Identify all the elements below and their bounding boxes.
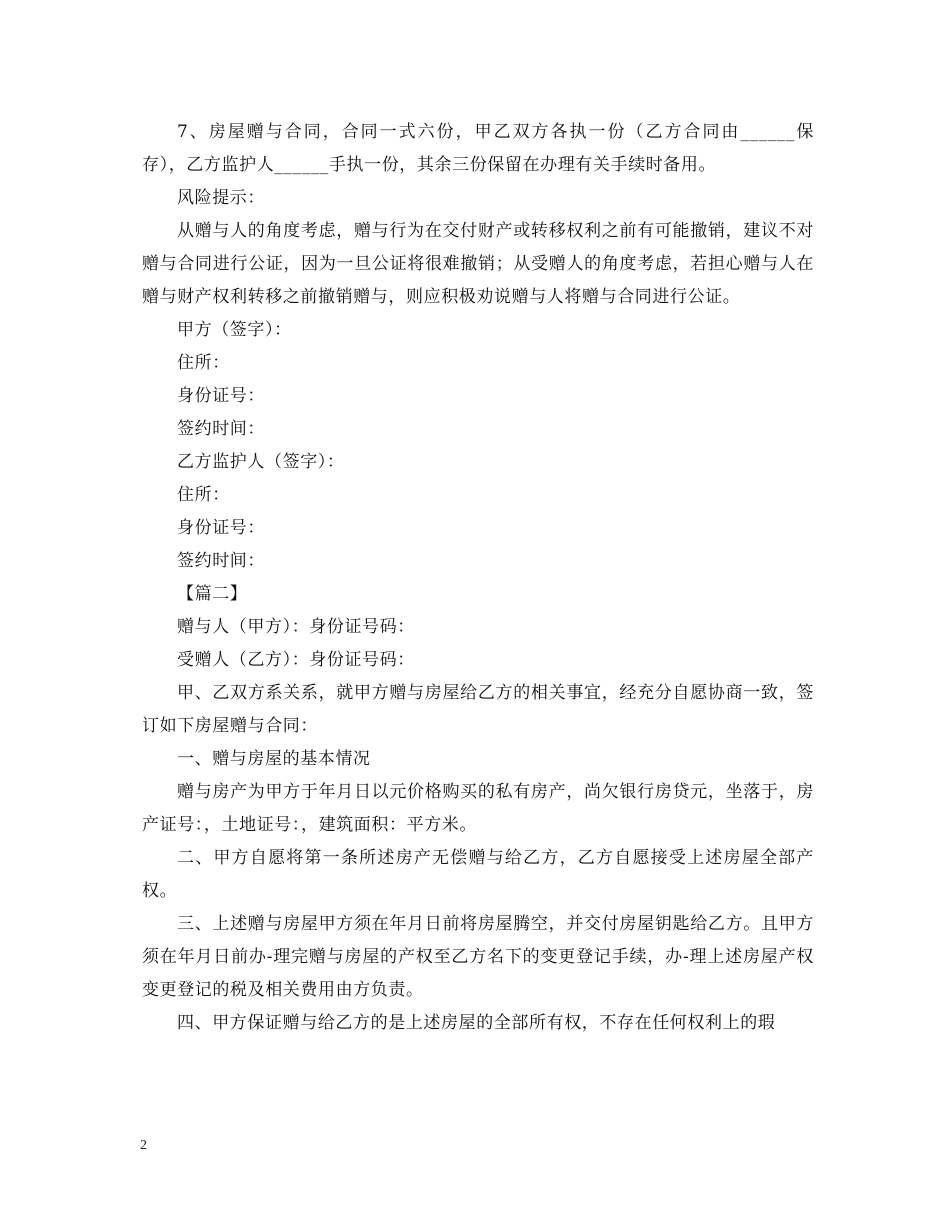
clause-1-heading: 一、赠与房屋的基本情况	[177, 749, 371, 769]
clause-2: 二、甲方自愿将第一条所述房产无偿赠与给乙方，乙方自愿接受上述房屋全部产权。	[142, 848, 814, 901]
donee-line: 受赠人（乙方）：身份证号码：	[177, 650, 415, 670]
party-a-date-label: 签约时间：	[177, 419, 265, 439]
party-a-id-label: 身份证号：	[177, 386, 265, 406]
party-b-address-label: 住所：	[177, 485, 230, 505]
donor-line: 赠与人（甲方）：身份证号码：	[177, 617, 415, 637]
party-a-address-label: 住所：	[177, 353, 230, 373]
party-b-date-label: 签约时间：	[177, 551, 265, 571]
contract-intro: 甲、乙双方系关系，就甲方赠与房屋给乙方的相关事宜，经充分自愿协商一致，签订如下房屋赠与合同：	[142, 683, 814, 736]
risk-notice-text: 从赠与人的角度考虑，赠与行为在交付财产或转移权利之前有可能撤销，建议不对赠与合同进行公证，因为一旦公证将很难撤销；从受赠人的角度考虑，若担心赠与人在赠与财产权利转移之前撤销赠与，则应积极劝说赠与人将赠与合同进行公证。	[142, 221, 814, 307]
clause-1-details: 赠与房产为甲方于年月日以元价格购买的私有房产，尚欠银行房贷元，坐落于，房产证号：，土地证号：，建筑面积：平方米。	[142, 782, 814, 835]
party-a-signature-label: 甲方（签字）：	[177, 320, 292, 340]
risk-notice-heading: 风险提示：	[177, 188, 265, 208]
document-body	[142, 116, 814, 1040]
clause-7-copies: 7、房屋赠与合同，合同一式六份，甲乙双方各执一份（乙方合同由______保存），乙方监护人______手执一份，其余三份保留在办理有关手续时备用。	[142, 122, 814, 175]
section-two-heading: 【篇二】	[177, 584, 248, 604]
clause-4: 四、甲方保证赠与给乙方的是上述房屋的全部所有权，不存在任何权利上的瑕	[177, 1013, 776, 1033]
clause-3: 三、上述赠与房屋甲方须在年月日前将房屋腾空，并交付房屋钥匙给乙方。且甲方须在年月日前办-理完赠与房屋的产权至乙方名下的变更登记手续，办-理上述房屋产权变更登记的税及相关费用由方负责。	[142, 914, 814, 1000]
party-b-id-label: 身份证号：	[177, 518, 265, 538]
party-b-guardian-signature-label: 乙方监护人（签字）：	[177, 452, 345, 472]
page-number: 2	[140, 1138, 147, 1153]
